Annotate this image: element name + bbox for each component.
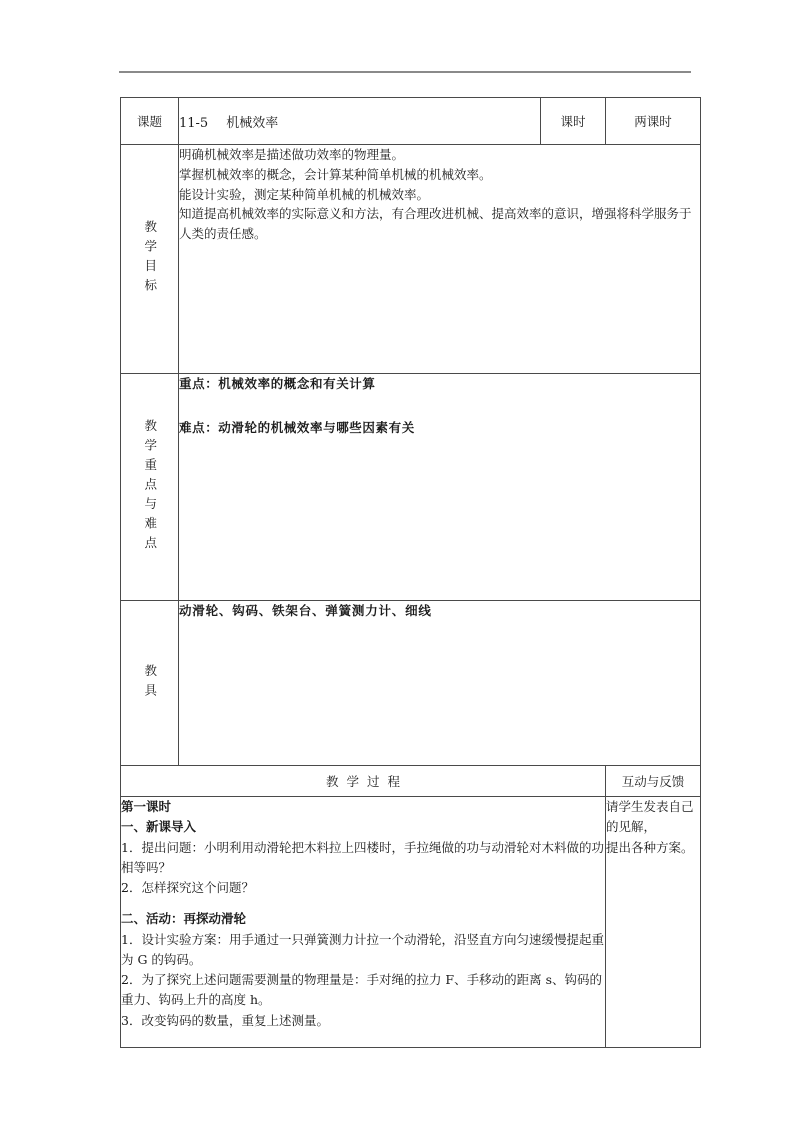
process-header-cell	[121, 766, 606, 797]
key-points-label: 教学重点与难点	[142, 418, 158, 556]
feedback-content-cell	[606, 797, 701, 1048]
objective-line: 明确机械效率是描述做功效率的物理量。	[179, 147, 405, 162]
key-points-content-cell	[179, 374, 701, 601]
periods-value-cell	[606, 98, 701, 145]
paragraph-spacer	[121, 898, 605, 909]
table-row-key-points	[121, 374, 701, 601]
key-points-label-wrap	[121, 374, 178, 600]
teaching-aids-label-wrap	[121, 601, 178, 765]
objectives-label: 教学目标	[142, 220, 158, 298]
objective-line: 知道提高机械效率的实际意义和方法，有合理改进机械、提高效率的意识，增强将科学服务于人类的责任感。	[179, 206, 692, 241]
process-content-cell	[121, 797, 606, 1048]
teaching-aids-text: 动滑轮、钩码、铁架台、弹簧测力计、细线	[179, 603, 432, 618]
section-one-title: 一、新课导入	[121, 819, 197, 835]
section-two-item: 1．设计实验方案：用手通过一只弹簧测力计拉一个动滑轮，沿竖直方向匀速缓慢提起重为 G 的钩码。	[121, 931, 604, 967]
teaching-aids-label: 教具	[142, 663, 158, 703]
objective-line: 能设计实验，测定某种简单机械的机械效率。	[179, 186, 430, 202]
subject-label: 课题	[136, 114, 162, 129]
lesson-plan-table	[120, 97, 701, 1048]
table-row-process-header	[121, 766, 701, 797]
table-row-objectives	[121, 145, 701, 374]
feedback-header-cell	[606, 766, 701, 797]
section-two-title: 二、活动：再探动滑轮	[121, 911, 247, 927]
feedback-line: 提出各种方案。	[606, 839, 694, 855]
section-two-item: 2．为了探究上述问题需要测量的物理量是：手对绳的拉力 F、手移动的距离 s、钩码的重力、钩码上升的高度 h。	[121, 972, 602, 1008]
lesson-title: 机械效率	[226, 115, 279, 131]
header-rule	[119, 71, 691, 73]
process-title: 教学过程	[325, 774, 408, 789]
feedback-title: 互动与反馈	[621, 774, 685, 789]
periods-value: 两课时	[634, 114, 672, 129]
periods-label-cell	[541, 98, 606, 145]
objectives-content-cell	[179, 145, 701, 374]
period-title: 第一课时	[121, 799, 172, 814]
subject-label-cell	[121, 98, 179, 145]
key-point-focus: 重点：机械效率的概念和有关计算	[179, 376, 376, 391]
table-row-title	[121, 98, 701, 145]
objectives-label-cell	[121, 145, 179, 374]
table-row-process-body	[121, 797, 701, 1048]
lesson-number: 11-5	[179, 115, 209, 131]
objectives-label-wrap	[121, 145, 178, 373]
teaching-aids-label-cell	[121, 601, 179, 766]
lesson-title-cell	[179, 98, 541, 145]
key-point-difficulty: 难点：动滑轮的机械效率与哪些因素有关	[179, 420, 415, 435]
section-two-item: 3．改变钩码的数量，重复上述测量。	[121, 1012, 329, 1028]
feedback-line: 请学生发表自己的见解，	[606, 799, 694, 835]
teaching-aids-content-cell	[179, 601, 701, 766]
objective-line: 掌握机械效率的概念，会计算某种简单机械的机械效率。	[179, 166, 492, 182]
section-one-item: 1．提出问题：小明利用动滑轮把木料拉上四楼时，手拉绳做的功与动滑轮对木料做的功相等吗？	[121, 839, 604, 875]
section-one-item: 2．怎样探究这个问题？	[121, 880, 254, 895]
key-points-label-cell	[121, 374, 179, 601]
periods-label: 课时	[560, 114, 586, 129]
table-row-teaching-aids	[121, 601, 701, 766]
